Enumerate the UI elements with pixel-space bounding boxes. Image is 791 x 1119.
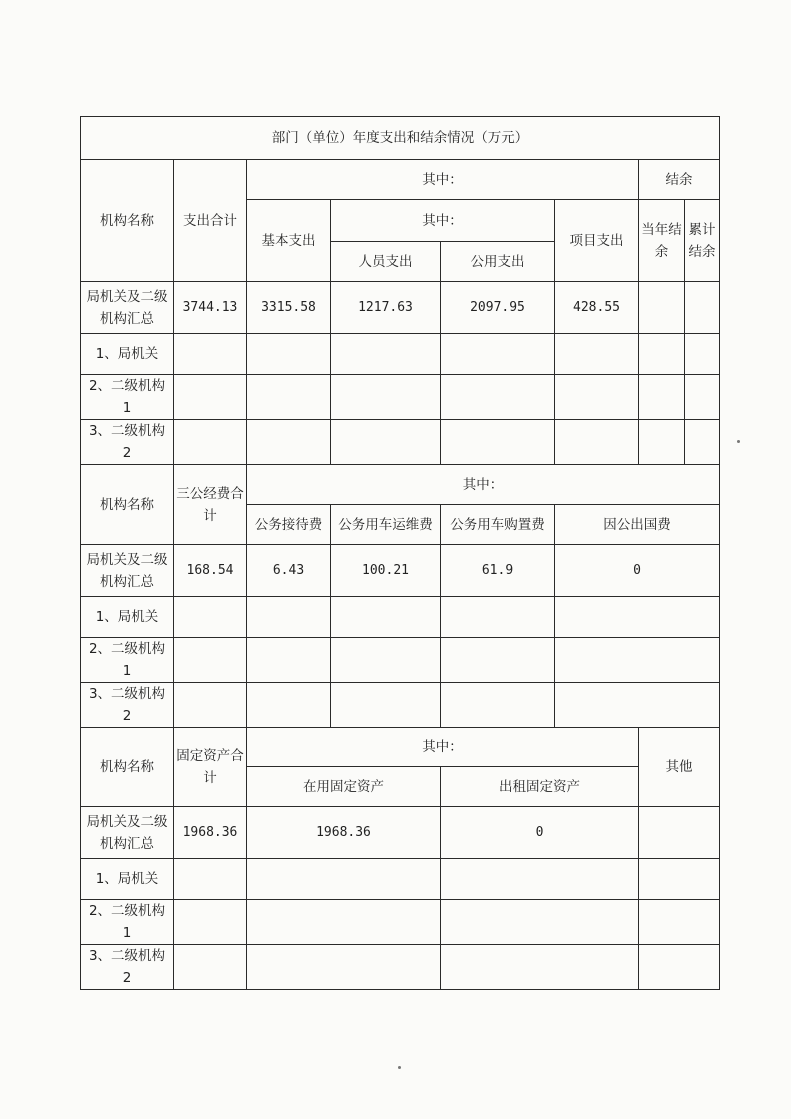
scan-speck: [398, 1066, 401, 1069]
row-label-sub1: 2、二级机构 1: [81, 375, 174, 420]
empty-cell: [247, 945, 441, 990]
empty-cell: [174, 375, 247, 420]
empty-cell: [331, 420, 441, 465]
empty-cell: [441, 945, 639, 990]
empty-cell: [247, 597, 331, 638]
empty-cell: [174, 420, 247, 465]
reception-header: 公务接待费: [247, 505, 331, 545]
three-public-total-header: 三公经费合计: [174, 465, 247, 545]
vehicle-ops-value: 100.21: [331, 545, 441, 597]
empty-cell: [555, 420, 639, 465]
empty-cell: [174, 945, 247, 990]
current-balance-header: 当年结余: [639, 200, 685, 282]
empty-cell: [685, 375, 720, 420]
row-label-bureau: 1、局机关: [81, 597, 174, 638]
other-header: 其他: [639, 728, 720, 807]
public-expenditure-value: 2097.95: [441, 282, 555, 334]
empty-cell: [639, 807, 720, 859]
personnel-expenditure-value: 1217.63: [331, 282, 441, 334]
expenditure-total-header: 支出合计: [174, 160, 247, 282]
empty-cell: [247, 420, 331, 465]
row-label-sub2: 3、二级机构 2: [81, 420, 174, 465]
empty-cell: [639, 334, 685, 375]
fixed-assets-total-header: 固定资产合计: [174, 728, 247, 807]
in-use-assets-value: 1968.36: [247, 807, 441, 859]
org-name-header: 机构名称: [81, 465, 174, 545]
empty-cell: [441, 859, 639, 900]
basic-expenditure-value: 3315.58: [247, 282, 331, 334]
empty-cell: [441, 334, 555, 375]
empty-cell: [441, 375, 555, 420]
project-expenditure-value: 428.55: [555, 282, 639, 334]
scan-speck: [737, 440, 740, 443]
empty-cell: [555, 683, 720, 728]
vehicle-purchase-value: 61.9: [441, 545, 555, 597]
empty-cell: [174, 683, 247, 728]
empty-cell: [555, 334, 639, 375]
expenditure-balance-table: [80, 116, 720, 990]
of-which-header: 其中：: [247, 160, 639, 200]
empty-cell: [174, 859, 247, 900]
empty-cell: [247, 638, 331, 683]
of-which-header: 其中：: [247, 465, 720, 505]
empty-cell: [639, 420, 685, 465]
empty-cell: [685, 334, 720, 375]
empty-cell: [639, 282, 685, 334]
expenditure-total-value: 3744.13: [174, 282, 247, 334]
empty-cell: [247, 859, 441, 900]
empty-cell: [639, 945, 720, 990]
row-label-sub2: 3、二级机构 2: [81, 945, 174, 990]
empty-cell: [247, 900, 441, 945]
of-which-header: 其中：: [331, 200, 555, 242]
empty-cell: [555, 638, 720, 683]
vehicle-purchase-header: 公务用车购置费: [441, 505, 555, 545]
empty-cell: [174, 900, 247, 945]
empty-cell: [639, 859, 720, 900]
empty-cell: [247, 683, 331, 728]
row-label-summary: 局机关及二级机构汇总: [81, 807, 174, 859]
row-label-sub2: 3、二级机构 2: [81, 683, 174, 728]
project-expenditure-header: 项目支出: [555, 200, 639, 282]
empty-cell: [247, 375, 331, 420]
empty-cell: [639, 375, 685, 420]
empty-cell: [555, 375, 639, 420]
abroad-value: 0: [555, 545, 720, 597]
table-title: 部门（单位）年度支出和结余情况（万元）: [81, 117, 720, 160]
empty-cell: [247, 334, 331, 375]
row-label-sub1: 2、二级机构 1: [81, 900, 174, 945]
row-label-bureau: 1、局机关: [81, 334, 174, 375]
empty-cell: [441, 683, 555, 728]
org-name-header: 机构名称: [81, 160, 174, 282]
vehicle-ops-header: 公务用车运维费: [331, 505, 441, 545]
empty-cell: [331, 334, 441, 375]
empty-cell: [441, 420, 555, 465]
rented-assets-header: 出租固定资产: [441, 767, 639, 807]
row-label-sub1: 2、二级机构 1: [81, 638, 174, 683]
fixed-assets-total-value: 1968.36: [174, 807, 247, 859]
empty-cell: [639, 900, 720, 945]
empty-cell: [174, 334, 247, 375]
empty-cell: [685, 282, 720, 334]
row-label-summary: 局机关及二级机构汇总: [81, 282, 174, 334]
empty-cell: [331, 638, 441, 683]
of-which-header: 其中：: [247, 728, 639, 767]
rented-assets-value: 0: [441, 807, 639, 859]
empty-cell: [174, 597, 247, 638]
empty-cell: [441, 597, 555, 638]
personnel-expenditure-header: 人员支出: [331, 242, 441, 282]
empty-cell: [331, 597, 441, 638]
abroad-header: 因公出国费: [555, 505, 720, 545]
reception-value: 6.43: [247, 545, 331, 597]
empty-cell: [331, 683, 441, 728]
org-name-header: 机构名称: [81, 728, 174, 807]
empty-cell: [685, 420, 720, 465]
in-use-assets-header: 在用固定资产: [247, 767, 441, 807]
empty-cell: [441, 638, 555, 683]
cumulative-balance-header: 累计结余: [685, 200, 720, 282]
basic-expenditure-header: 基本支出: [247, 200, 331, 282]
three-public-total-value: 168.54: [174, 545, 247, 597]
public-expenditure-header: 公用支出: [441, 242, 555, 282]
row-label-summary: 局机关及二级机构汇总: [81, 545, 174, 597]
empty-cell: [441, 900, 639, 945]
row-label-bureau: 1、局机关: [81, 859, 174, 900]
balance-header: 结余: [639, 160, 720, 200]
empty-cell: [555, 597, 720, 638]
empty-cell: [174, 638, 247, 683]
empty-cell: [331, 375, 441, 420]
